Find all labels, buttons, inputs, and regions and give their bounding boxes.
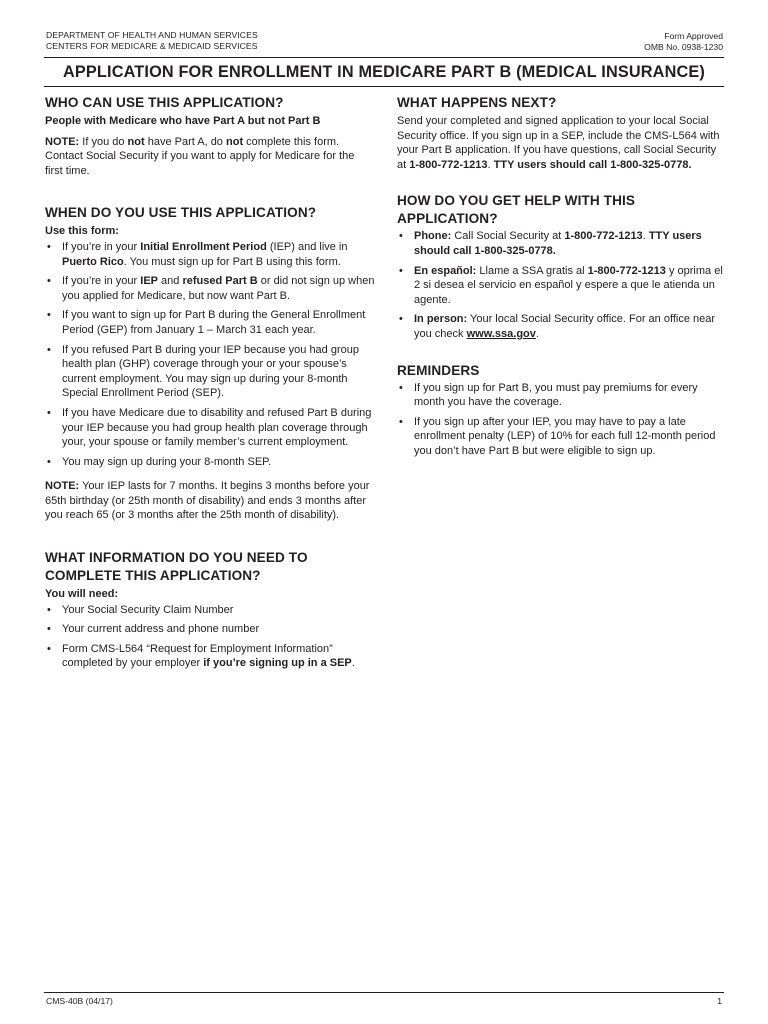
help-section	[397, 192, 727, 341]
bullet: •	[47, 309, 51, 322]
who-heading: WHO CAN USE THIS APPLICATION?	[45, 95, 284, 110]
list-item: • If you’re in your Initial Enrollment Period (IEP) and live in Puerto Rico. You must sign up for Part B using this form.	[47, 240, 348, 268]
next-text: Send your completed and signed application to your local Social Security office. If you sign up in a SEP, include the CMS-L564 with your Part B application. If you have questions, call Social Security at 1-800-772-1213. TTY users should call 1-800-325-0778.	[397, 115, 720, 171]
agency-line-2: CENTERS FOR MEDICARE & MEDICAID SERVICES	[46, 41, 258, 51]
list-item: • If you want to sign up for Part B during the General Enrollment Period (GEP) from January 1 – March 31 each year.	[47, 309, 366, 336]
when-heading: WHEN DO YOU USE THIS APPLICATION?	[45, 205, 317, 221]
agency-block	[46, 30, 258, 52]
page-title: APPLICATION FOR ENROLLMENT IN MEDICARE PART B (MEDICAL INSURANCE)	[63, 63, 705, 81]
list-item: • You may sign up during your 8-month SEP.	[47, 455, 272, 468]
bullet: •	[47, 343, 51, 356]
bullet: •	[399, 381, 403, 394]
reminders-heading: REMINDERS	[397, 362, 480, 378]
next-heading: WHAT HAPPENS NEXT?	[397, 95, 557, 110]
help-heading: HOW DO YOU GET HELP WITH THIS APPLICATION?	[397, 193, 636, 227]
list-item: • En español: Llame a SSA gratis al 1-800-772-1213 y oprima el 2 si desea el servicio en español y espere a que le atienda un agente.	[399, 264, 723, 306]
approval-block	[644, 31, 723, 53]
bullet: •	[399, 264, 403, 277]
list-item: • Form CMS-L564 “Request for Employment Information” completed by your employer if you’re signing up in a SEP.	[47, 642, 355, 670]
bullet: •	[47, 623, 51, 636]
when-section	[45, 204, 375, 523]
list-item: • If you have Medicare due to disability and refused Part B during your IEP because you had group health plan coverage through your, your spouse or family member’s current employment.	[47, 406, 372, 449]
bullet: •	[47, 603, 51, 616]
list-item: • If you sign up after your IEP, you may have to pay a late enrollment penalty (LEP) of 10% for each full 12-month period you don’t have Part B but were eligible to sign up.	[399, 415, 716, 457]
list-item: • In person: Your local Social Security office. For an office near you check www.ssa.gov.	[399, 313, 716, 340]
info-list	[45, 603, 375, 671]
form-id: CMS-40B (04/17)	[46, 996, 113, 1006]
top-rule	[44, 57, 724, 58]
info-section	[45, 549, 375, 671]
ssa-link[interactable]: www.ssa.gov	[466, 327, 536, 340]
iep-note: NOTE: Your IEP lasts for 7 months. It begins 3 months before your 65th birthday (or 25th month of disability) and ends 3 months after you reach 65 (or 3 months after the 25th month of disability).	[45, 480, 370, 522]
approval-line-1: Form Approved	[664, 31, 723, 41]
bullet: •	[47, 275, 51, 288]
bullet: •	[399, 230, 403, 243]
help-list	[397, 229, 727, 341]
bullet: •	[47, 642, 51, 655]
bullet: •	[399, 313, 403, 326]
footer-rule	[44, 992, 724, 993]
list-item: • If you refused Part B during your IEP because you had group health plan (GHP) coverage through your or your spouse’s current employment. You may sign up during your 8-month Special Enrollment Period (SEP).	[47, 343, 359, 400]
list-item: • Your Social Security Claim Number	[47, 603, 234, 616]
when-list	[45, 240, 375, 469]
list-item: • If you’re in your IEP and refused Part B or did not sign up when you applied for Medicare, but now want Part B.	[47, 275, 375, 302]
left-column	[45, 94, 375, 671]
right-column	[397, 94, 727, 459]
bullet: •	[47, 455, 51, 468]
info-heading: WHAT INFORMATION DO YOU NEED TO COMPLETE THIS APPLICATION?	[45, 550, 308, 584]
who-section	[45, 94, 375, 178]
omb-number: OMB No. 0938-1230	[644, 42, 723, 52]
bullet: •	[47, 406, 51, 419]
who-note: NOTE: If you do not have Part A, do not complete this form. Contact Social Security if you want to apply for Medicare for the first time.	[45, 135, 355, 177]
list-item: • Your current address and phone number	[47, 623, 260, 636]
info-lead: You will need:	[45, 588, 119, 601]
bullet: •	[47, 240, 51, 253]
who-lead: People with Medicare who have Part A but not Part B	[45, 115, 321, 127]
list-item: • Phone: Call Social Security at 1-800-772-1213. TTY users should call 1-800-325-0778.	[399, 230, 702, 257]
agency-line-1: DEPARTMENT OF HEALTH AND HUMAN SERVICES	[46, 30, 258, 40]
next-section	[397, 94, 727, 172]
list-item: • If you sign up for Part B, you must pay premiums for every month you have the coverage.	[399, 381, 698, 409]
title-rule	[44, 86, 724, 87]
reminders-section	[397, 362, 727, 459]
reminders-list	[397, 381, 727, 459]
bullet: •	[399, 415, 403, 428]
page-number: 1	[717, 996, 722, 1006]
when-lead: Use this form:	[45, 225, 119, 238]
